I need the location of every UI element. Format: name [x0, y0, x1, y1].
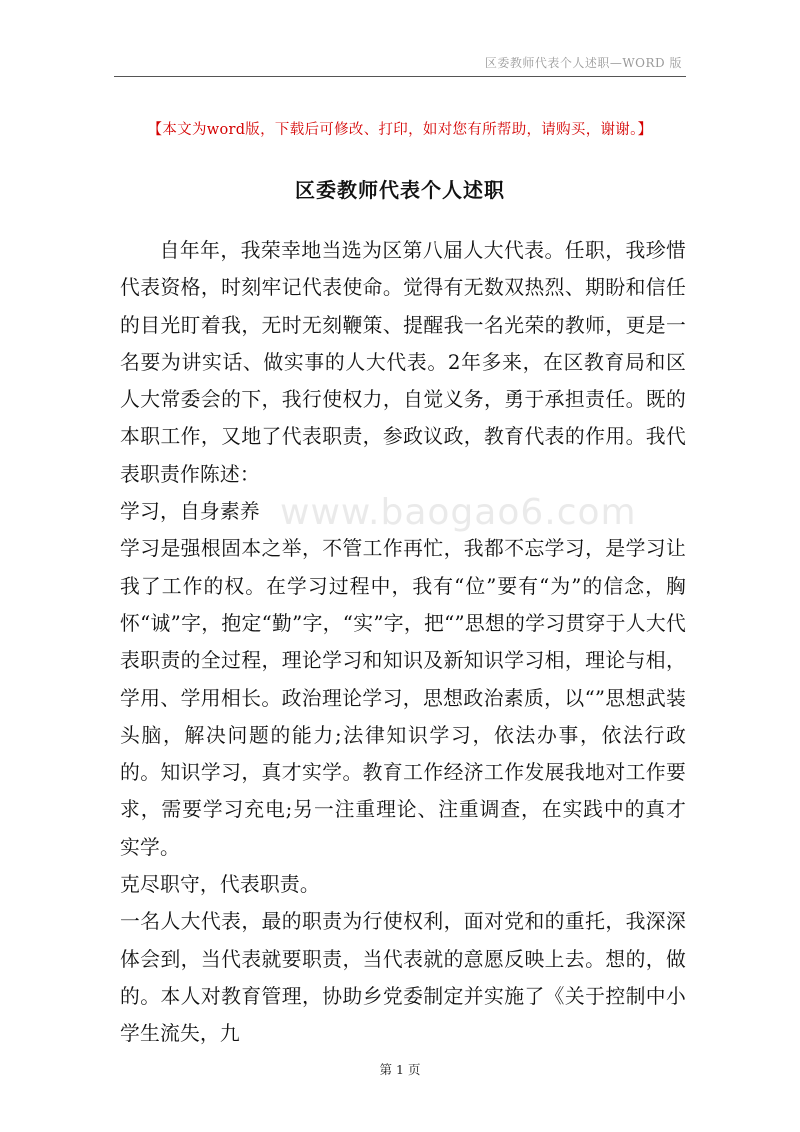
body-paragraph: 学习是强根固本之举，不管工作再忙，我都不忘学习，是学习让我了工作的权。在学习过程中，我有“位”要有“为”的信念，胸怀“诚”字，抱定“勤”字，“实”字，把“”思想的学习贯穿于人大代表职责的全过程，理论学习和知识及新知识学习相，理论与相，学用、学用相长。政治理论学习，思想政治素质，以“”思想武装头脑，解决问题的能力;法律知识学习，依法办事，依法行政的。知识学习，真才实学。教育工作经济工作发展我地对工作要求，需要学习充电;另一注重理论、注重调查，在实践中的真才实学。 — [120, 537, 686, 859]
header-rule — [114, 76, 686, 77]
section-heading: 学习，自身素养 — [120, 500, 260, 524]
purchase-notice: 【本文为word版，下载后可修改、打印，如对您有所帮助，请购买，谢谢。】 — [147, 122, 653, 138]
section-heading: 克尽职守，代表职责。 — [120, 873, 320, 897]
watermark: www.baogao6.com — [280, 492, 637, 533]
body-paragraph: 自年年，我荣幸地当选为区第八届人大代表。任职，我珍惜代表资格，时刻牢记代表使命。觉得有无数双热烈、期盼和信任的目光盯着我，无时无刻鞭策、提醒我一名光荣的教师，更是一名要为讲实话、做实事的人大代表。2年多来，在区教育局和区人大常委会的下，我行使权力，自觉义务，勇于承担责任。既的本职工作，又地了代表职责，参政议政，教育代表的作用。我代表职责作陈述： — [120, 239, 686, 486]
document-body — [120, 232, 686, 1053]
header-doc-label: 区委教师代表个人述职—WORD 版 — [484, 56, 682, 70]
page-number: 第 1 页 — [379, 1062, 421, 1077]
body-paragraph: 一名人大代表，最的职责为行使权利，面对党和的重托，我深深体会到，当代表就要职责，当代表就的意愿反映上去。想的，做的。本人对教育管理，协助乡党委制定并实施了《关于控制中小学生流失，九 — [120, 910, 686, 1046]
document-title: 区委教师代表个人述职 — [295, 178, 505, 202]
